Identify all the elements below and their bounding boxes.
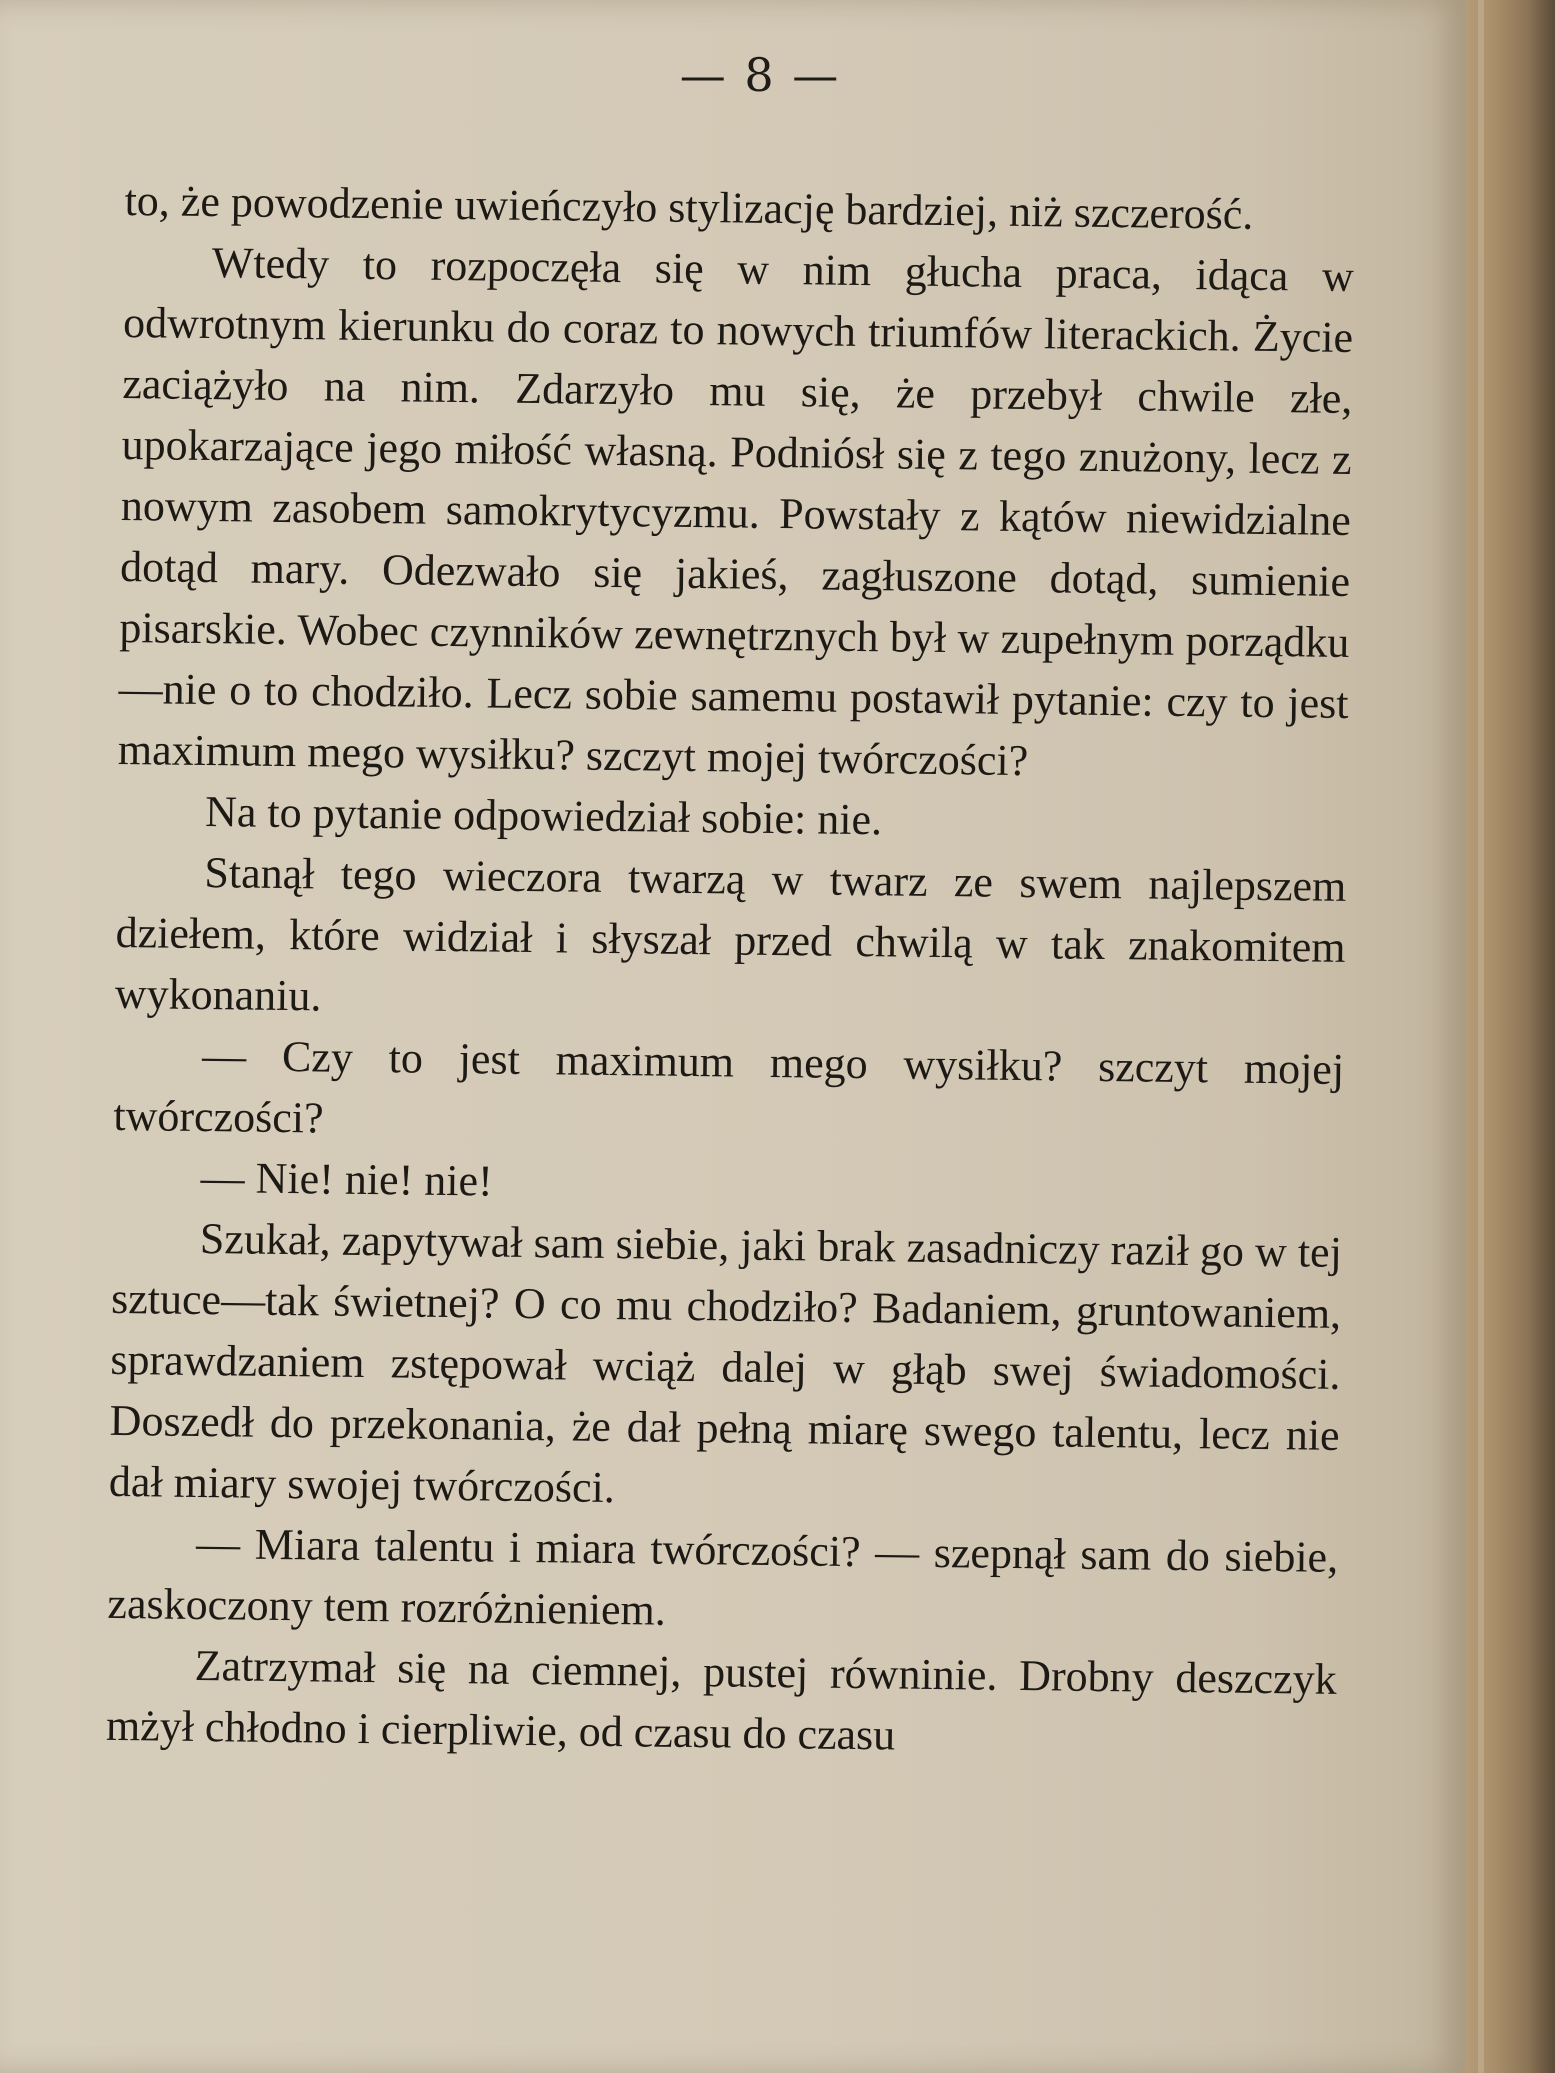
paragraph: Na to pytanie odpowiedział sobie: nie. [204,787,883,845]
paragraph: Zatrzymał się na ciemnej, pustej równinie. Drobny deszczyk mżył chłodno i cierpliwie, od czasu do czasu [105,1640,1337,1760]
paragraph: to, że powodzenie uwieńczyło stylizację bardziej, niż szczerość. [124,175,1254,239]
paragraph: — Czy to jest maximum mego wysiłku? szczyt mojej twórczości? [113,1031,1345,1143]
paragraph: — Miara talentu i miara twórczości? — szepnął sam do siebie, zaskoczony tem rozróżnieniem. [107,1518,1339,1635]
page-number: — 8 — [679,48,841,102]
text-block [106,170,1355,1771]
paragraph: Szukał, zapytywał sam siebie, jaki brak zasadniczy raził go w tej sztuce—tak świetnej? O co mu chodziło? Badaniem, gruntowaniem, sprawdzaniem zstępował wciąż dalej w głąb swej świadomości. Doszedł do przekonania, że dał pełną miarę swego talentu, lecz nie dał miary swojej twórczości. [108,1213,1343,1513]
paragraph: Wtedy to rozpoczęła się w nim głucha praca, idąca w odwrotnym kierunku do coraz to nowych triumfów literackich. Życie zaciążyło na nim. Zdarzyło mu się, że przebył chwile złe, upokarzające jego miłość własną. Podniósł się z tego znużony, lecz z nowym zasobem samokrytycyzmu. Powstały z kątów niewidzialne dotąd mary. Odezwało się jakieś, zagłuszone dotąd, sumienie pisarskie. Wobec czynników zewnętrznych był w zupełnym porządku—nie o to chodziło. Lecz sobie samemu postawił pytanie: czy to jest maximum mego wysiłku? szczyt mojej twórczości? [117,238,1355,786]
page-edge [1478,0,1484,2073]
paragraph: — Nie! nie! nie! [200,1153,493,1206]
paragraph: Stanął tego wieczora twarzą w twarz ze swem najlepszem dziełem, które widział i słyszał przed chwilą w tak znakomitem wykonaniu. [114,848,1347,1021]
